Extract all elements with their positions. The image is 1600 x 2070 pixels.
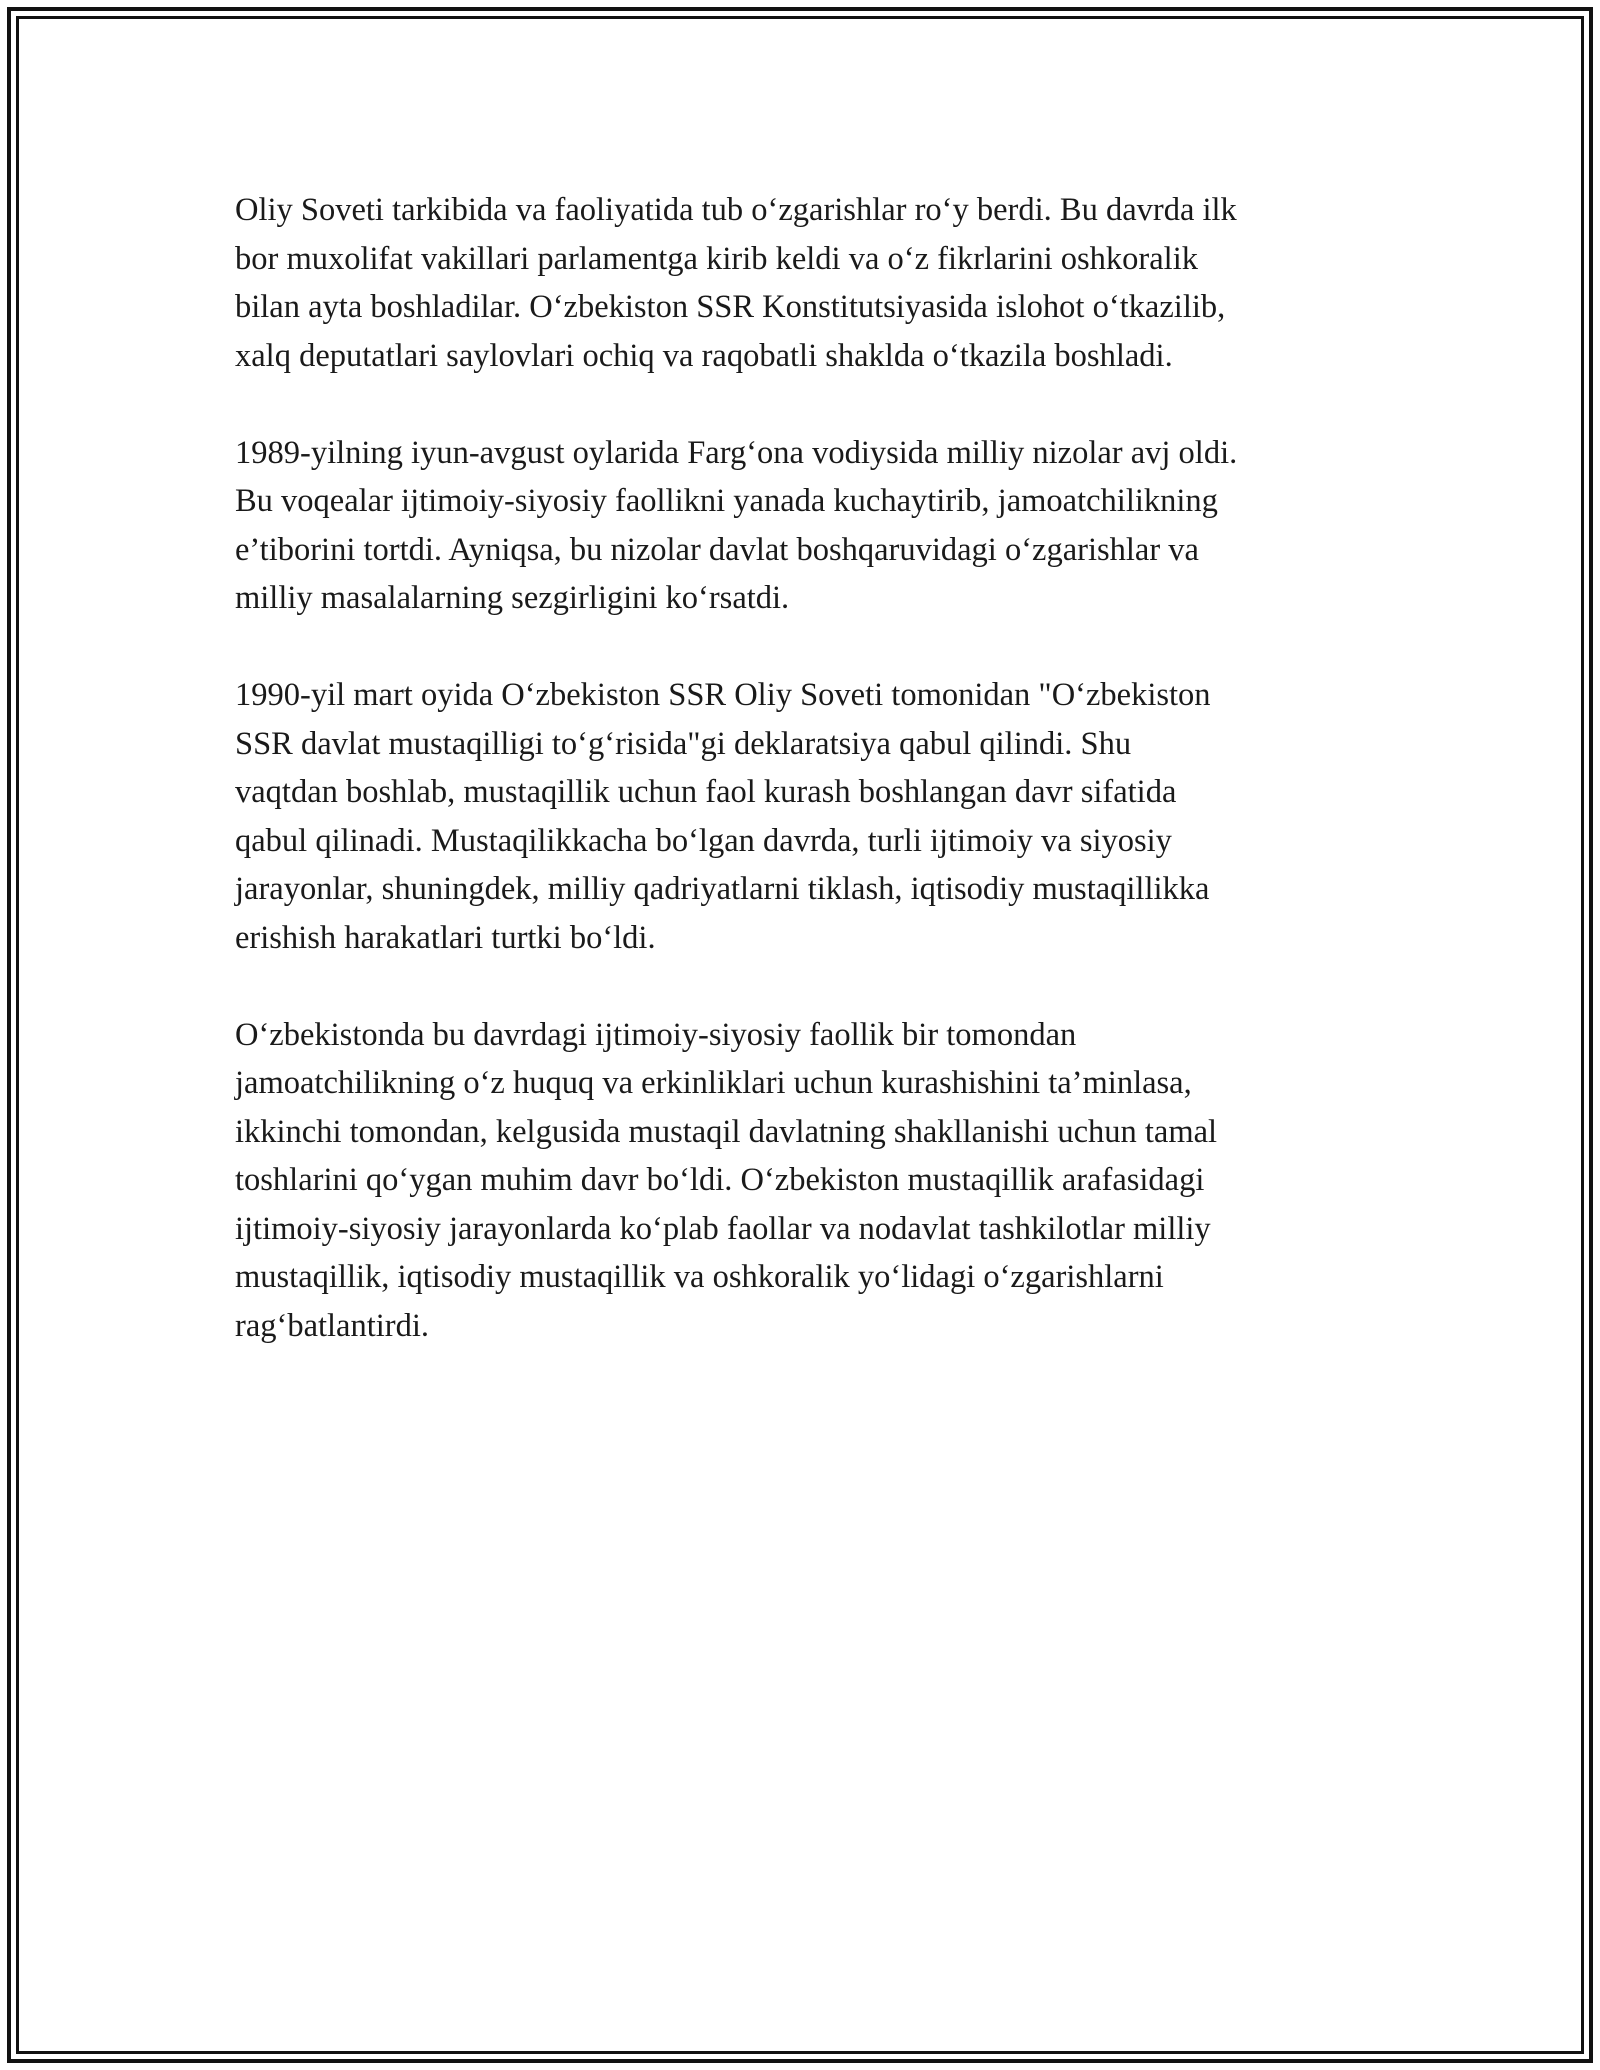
paragraph-sociopolitical-activity: O‘zbekistonda bu davrdagi ijtimoiy-siyosiy faollik bir tomondan jamoatchilikning o‘z huquq va erkinliklari uchun kurashishini ta’minlasa, ikkinchi tomondan, kelgusida mustaqil davlatning shakllanishi uchun tamal toshlarini qo‘ygan muhim davr bo‘ldi. O‘zbekiston mustaqillik arafasidagi ijtimoiy-siyosiy jarayonlarda ko‘plab faollar va nodavlat tashkilotlar milliy mustaqillik, iqtisodiy mustaqillik va oshkoralik yo‘lidagi o‘zgarishlarni rag‘batlantirdi. bbox=[235, 1016, 1218, 1344]
paragraph-supreme-soviet-reforms: Oliy Soveti tarkibida va faoliyatida tub o‘zgarishlar ro‘y berdi. Bu davrda ilk bor muxolifat vakillari parlamentga kirib keldi va o‘z fikrlarini oshkoralik bilan ayta boshladilar. O‘zbekiston SSR Konstitutsiyasida islohot o‘tkazilib, xalq deputatlari saylovlari ochiq va raqobatli shaklda o‘tkazila boshladi. bbox=[235, 192, 1237, 374]
paragraph-independence-declaration: 1990-yil mart oyida O‘zbekiston SSR Oliy Soveti tomonidan "O‘zbekiston SSR davlat mustaqilligi to‘g‘risida"gi deklaratsiya qabul qilindi. Shu vaqtdan boshlab, mustaqillik uchun faol kurash boshlangan davr sifatida qabul qilinadi. Mustaqilikkacha bo‘lgan davrda, turli ijtimoiy va siyosiy jarayonlar, shuningdek, milliy qadriyatlarni tiklash, iqtisodiy mustaqillikka erishish harakatlari turtki bo‘ldi. bbox=[235, 677, 1211, 956]
document-body bbox=[235, 186, 1380, 1399]
paragraph-fergana-conflicts: 1989-yilning iyun-avgust oylarida Farg‘ona vodiysida milliy nizolar avj oldi. Bu voqealar ijtimoiy-siyosiy faollikni yanada kuchaytirib, jamoatchilikning e’tiborini tortdi. Ayniqsa, bu nizolar davlat boshqaruvidagi o‘zgarishlar va milliy masalalarning sezgirligini ko‘rsatdi. bbox=[235, 434, 1238, 616]
